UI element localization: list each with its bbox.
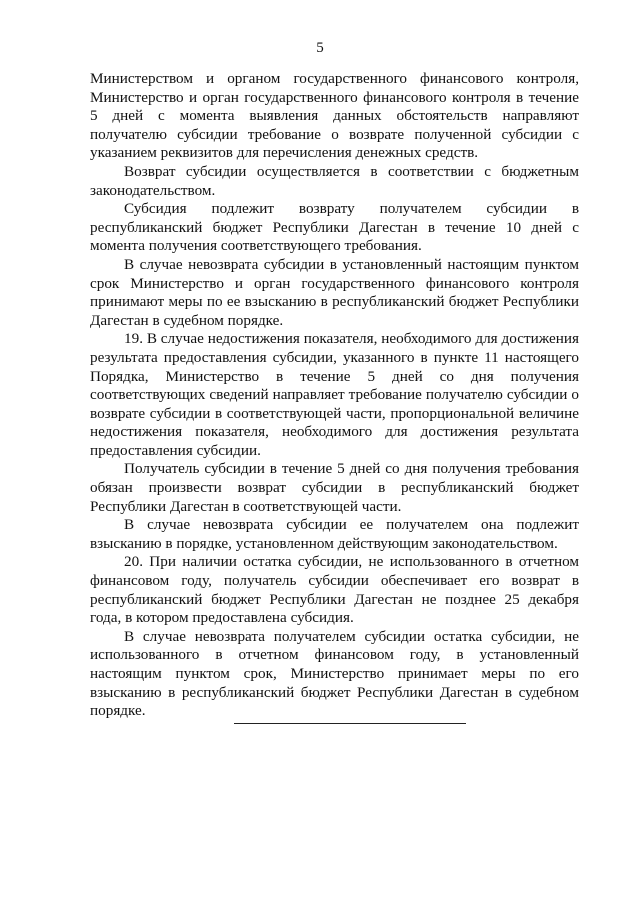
paragraph-4: В случае невозврата субсидии в установленный настоящим пунктом срок Министерство и орган государственного финансового контроля принимают меры по ее взысканию в республиканский бюджет Республики Дагестан в судебном порядке. — [90, 255, 579, 329]
document-body — [90, 70, 579, 721]
page-number: 5 — [316, 40, 324, 56]
paragraph-3: Субсидия подлежит возврату получателем субсидии в республиканский бюджет Республики Дагестан в течение 10 дней с момента получения соответствующего требования. — [90, 200, 579, 255]
paragraph-2: Возврат субсидии осуществляется в соответствии с бюджетным законодательством. — [90, 162, 579, 199]
paragraph-5-item-19: 19. В случае недостижения показателя, необходимого для достижения результата предоставления субсидии, указанного в пункте 11 настоящего Порядка, Министерство в течение 5 дней со дня получения соответствующих сведений направляет требование получателю субсидии о возврате субсидии в соответствующей части, пропорциональной величине недостижения показателя, необходимого для достижения результата предоставления субсидии. — [90, 330, 579, 459]
paragraph-8-item-20: 20. При наличии остатка субсидии, не использованного в отчетном финансовом году, получатель субсидии обеспечивает его возврат в республиканский бюджет Республики Дагестан не позднее 25 декабря года, в котором предоставлена субсидия. — [90, 553, 579, 627]
paragraph-1: Министерством и органом государственного финансового контроля, Министерство и орган государственного финансового контроля в течение 5 дней с момента выявления данных обстоятельств направляют получателю субсидии требование о возврате полученной субсидии с указанием реквизитов для перечисления денежных средств. — [90, 70, 579, 162]
end-divider-line — [234, 723, 466, 724]
paragraph-6: Получатель субсидии в течение 5 дней со дня получения требования обязан произвести возврат субсидии в республиканский бюджет Республики Дагестан в соответствующей части. — [90, 460, 579, 515]
paragraph-9: В случае невозврата получателем субсидии остатка субсидии, не использованного в отчетном финансовом году, в установленный настоящим пунктом срок, Министерство принимает меры по его взысканию в республиканский бюджет Республики Дагестан в судебном порядке. — [90, 627, 579, 720]
paragraph-7: В случае невозврата субсидии ее получателем она подлежит взысканию в порядке, установленном действующим законодательством. — [90, 516, 579, 552]
